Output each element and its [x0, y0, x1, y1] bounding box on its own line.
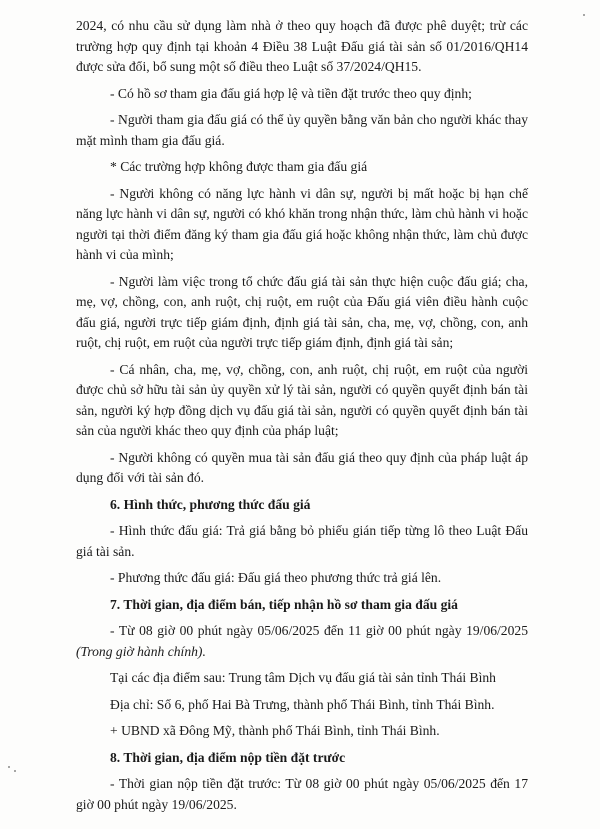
- paragraph-eligibility-continued: 2024, có nhu cầu sử dụng làm nhà ở theo quy hoạch đã được phê duyệt; trừ các trường hợp quy định tại khoản 4 Điều 38 Luật Đấu giá tài sản số 01/2016/QH14 được sửa đổi, bổ sung một số điều theo Luật số 37/2024/QH15.: [76, 18, 528, 74]
- paragraph-auction-form: - Hình thức đấu giá: Trả giá bằng bỏ phiếu gián tiếp từng lô theo Luật Đấu giá tài sản.: [76, 523, 528, 559]
- paragraph-excluded-incapacity: - Người không có năng lực hành vi dân sự, người bị mất hoặc bị hạn chế năng lực hành vi dân sự, người có khó khăn trong nhận thức, làm chủ hành vi hoặc người tại thời điểm đăng ký tham gia đấu giá hoặc không nhận thức, làm chủ được hành vi của mình;: [76, 185, 528, 262]
- paragraph-authorization: - Người tham gia đấu giá có thể ủy quyền bằng văn bản cho người khác thay mặt mình tham gia đấu giá.: [76, 112, 528, 148]
- paragraph-auction-method: - Phương thức đấu giá: Đấu giá theo phương thức trả giá lên.: [110, 570, 442, 585]
- scan-speck: [14, 770, 16, 772]
- paragraph-address: Địa chỉ: Số 6, phố Hai Bà Trưng, thành phố Thái Bình, tỉnh Thái Bình.: [110, 696, 495, 712]
- paragraph-excluded-no-right: - Người không có quyền mua tài sản đấu giá theo quy định của pháp luật áp dụng đối với tài sản đó.: [76, 449, 528, 485]
- paragraph-excluded-auction-staff: - Người làm việc trong tổ chức đấu giá tài sản thực hiện cuộc đấu giá; cha, mẹ, vợ, chồng, con, anh ruột, chị ruột, em ruột của Đấu giá viên điều hành cuộc đấu giá, người trực tiếp giám định, định giá tài sản, cha, mẹ, vợ, chồng, con, anh ruột, chị ruột, em ruột của người trực tiếp giám định, định giá tài sản;: [76, 273, 528, 350]
- paragraph-sale-location: Tại các địa điểm sau: Trung tâm Dịch vụ đấu giá tài sản tỉnh Thái Bình: [110, 670, 496, 685]
- paragraph-valid-dossier: - Có hồ sơ tham gia đấu giá hợp lệ và tiền đặt trước theo quy định;: [110, 85, 472, 101]
- scan-speck: [8, 766, 10, 768]
- section-heading-8: 8. Thời gian, địa điểm nộp tiền đặt trước: [110, 749, 346, 765]
- document-body: [76, 16, 528, 821]
- paragraph-sale-time: [76, 621, 528, 662]
- scan-speck: [583, 14, 585, 16]
- sale-time-note: (Trong giờ hành chính).: [76, 643, 206, 659]
- paragraph-commune-office: + UBND xã Đông Mỹ, thành phố Thái Bình, tỉnh Thái Bình.: [110, 723, 440, 738]
- sale-time-text: - Từ 08 giờ 00 phút ngày 05/06/2025 đến 11 giờ 00 phút ngày 19/06/2025: [110, 623, 528, 638]
- section-heading-6: 6. Hình thức, phương thức đấu giá: [110, 496, 311, 512]
- paragraph-deposit-time: - Thời gian nộp tiền đặt trước: Từ 08 giờ 00 phút ngày 05/06/2025 đến 17 giờ 00 phút ngày 19/06/2025.: [76, 776, 528, 812]
- paragraph-excluded-cases-heading: * Các trường hợp không được tham gia đấu giá: [110, 159, 368, 174]
- section-heading-7: 7. Thời gian, địa điểm bán, tiếp nhận hồ sơ tham gia đấu giá: [110, 596, 458, 612]
- paragraph-excluded-owner-relatives: - Cá nhân, cha, mẹ, vợ, chồng, con, anh ruột, chị ruột, em ruột của người được chủ sở hữu tài sản ủy quyền xử lý tài sản, người có quyền quyết định bán tài sản, người ký hợp đồng dịch vụ đấu giá tài sản, người có quyền quyết định bán tài sản của người khác theo quy định của pháp luật;: [76, 361, 528, 438]
